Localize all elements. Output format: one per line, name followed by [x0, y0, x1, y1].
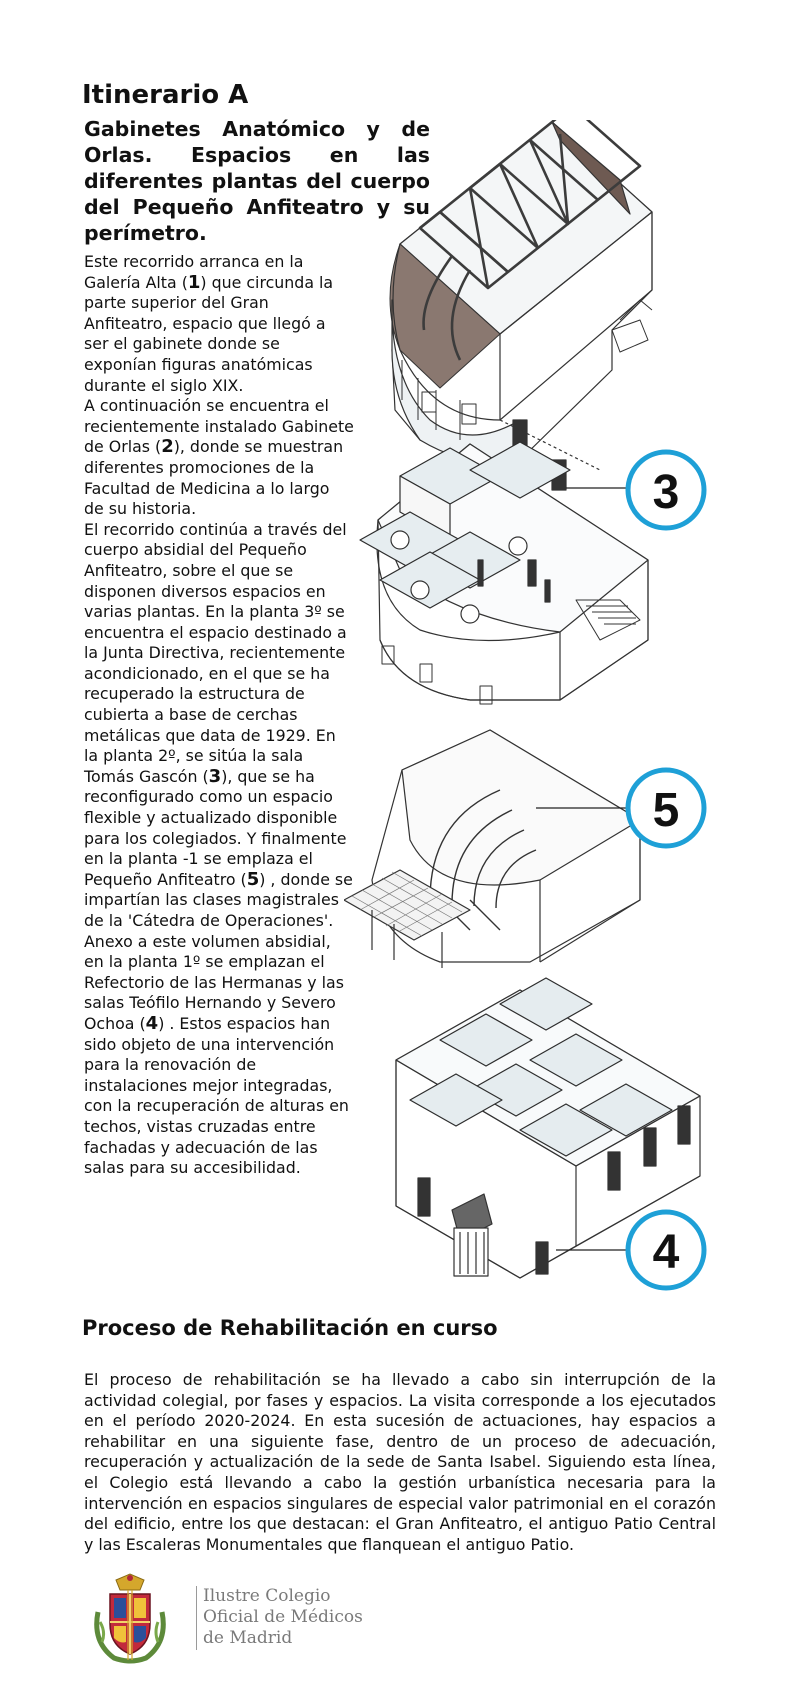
callout-4-label: 4 [652, 1226, 680, 1279]
callout-3-label: 3 [652, 466, 680, 519]
intro-text [84, 252, 354, 1179]
page-title: Itinerario A [82, 80, 249, 110]
callout-5-label: 5 [652, 784, 680, 837]
intro-paragraph-1: Este recorrido arranca en la Galería Alta (1) que circunda la parte superior del Gran Anfiteatro, espacio que llegó a ser el gabinete donde se exponían figuras anatómicas durante el siglo XIX. [84, 252, 334, 395]
institution-name-line-2: Oficial de Médicos [203, 1607, 363, 1627]
callout-4 [628, 1212, 704, 1288]
ref-number-2: 2 [161, 436, 174, 458]
ref-number-4: 4 [145, 1012, 159, 1034]
coat-of-arms-logo [84, 1572, 176, 1664]
roof-level-drawing [390, 120, 652, 463]
intro-paragraph-2: A continuación se encuentra el recientemente instalado Gabinete de Orlas (2), donde se muestran diferentes promociones de la Facultad de Medicina a lo largo de su historia. [84, 396, 354, 519]
ref-number-5: 5 [246, 868, 260, 890]
section-heading: Proceso de Rehabilitación en curso [82, 1316, 498, 1340]
institution-name-line-3: de Madrid [203, 1628, 293, 1648]
section-body: El proceso de rehabilitación se ha llevado a cabo sin interrupción de la actividad colegial, por fases y espacios. La visita corresponde a los ejecutados en el período 2020-2024. En esta sucesión de actuaciones, hay espacios a rehabilitar en una siguiente fase, dentro de un proceso de adecuación, recuperación y actualización de la sede de Santa Isabel. Siguiendo esta línea, el Colegio está llevando a cabo la gestión urbanística necesaria para la intervención en espacios singulares de especial valor patrimonial en el corazón del edificio, entre los que destacan: el Gran Anfiteatro, el antiguo Patio Central y las Escaleras Monumentales que flanquean el antiguo Patio. [84, 1370, 716, 1554]
axonometric-drawing [344, 120, 800, 1332]
ref-number-1: 1 [187, 271, 201, 293]
institution-name-line-1: Ilustre Colegio [203, 1586, 331, 1606]
ref-number-3: 3 [208, 765, 222, 787]
amphitheatre-drawing [344, 730, 640, 968]
institution-name [203, 1586, 363, 1649]
page-subtitle: Gabinetes Anatómico y de Orlas. Espacios en las diferentes plantas del cuerpo del Pequeño Anfiteatro y su perímetro. [84, 117, 430, 245]
floor-2-drawing [360, 442, 648, 704]
callout-5 [628, 770, 704, 846]
footer-divider [196, 1586, 197, 1650]
callout-3 [628, 452, 704, 528]
intro-paragraph-4: Anexo a este volumen absidial, en la planta 1º se emplazan el Refectorio de las Hermanas y las salas Teófilo Hernando y Severo Ochoa (4) . Estos espacios han sido objeto de una intervención para la renovación de instalaciones mejor integradas, con la recuperación de alturas en techos, vistas cruzadas entre fachadas y adecuación de las salas para su accesibilidad. [84, 931, 349, 1178]
intro-paragraph-3: El recorrido continúa a través del cuerpo absidial del Pequeño Anfiteatro, sobre el que se disponen diversos espacios en varias plantas. En la planta 3º se encuentra el espacio destinado a la Junta Directiva, recientemente acondicionado, en el que se ha recuperado la estructura de cubierta a base de cerchas metálicas que data de 1929. En la planta 2º, se sitúa la sala Tomás Gascón (3), que se ha reconfigurado como un espacio flexible y actualizado disponible para los colegiados. Y finalmente en la planta -1 se emplaza el Pequeño Anfiteatro (5) , donde se impartían las clases magistrales de la 'Cátedra de Operaciones'. [84, 519, 353, 930]
